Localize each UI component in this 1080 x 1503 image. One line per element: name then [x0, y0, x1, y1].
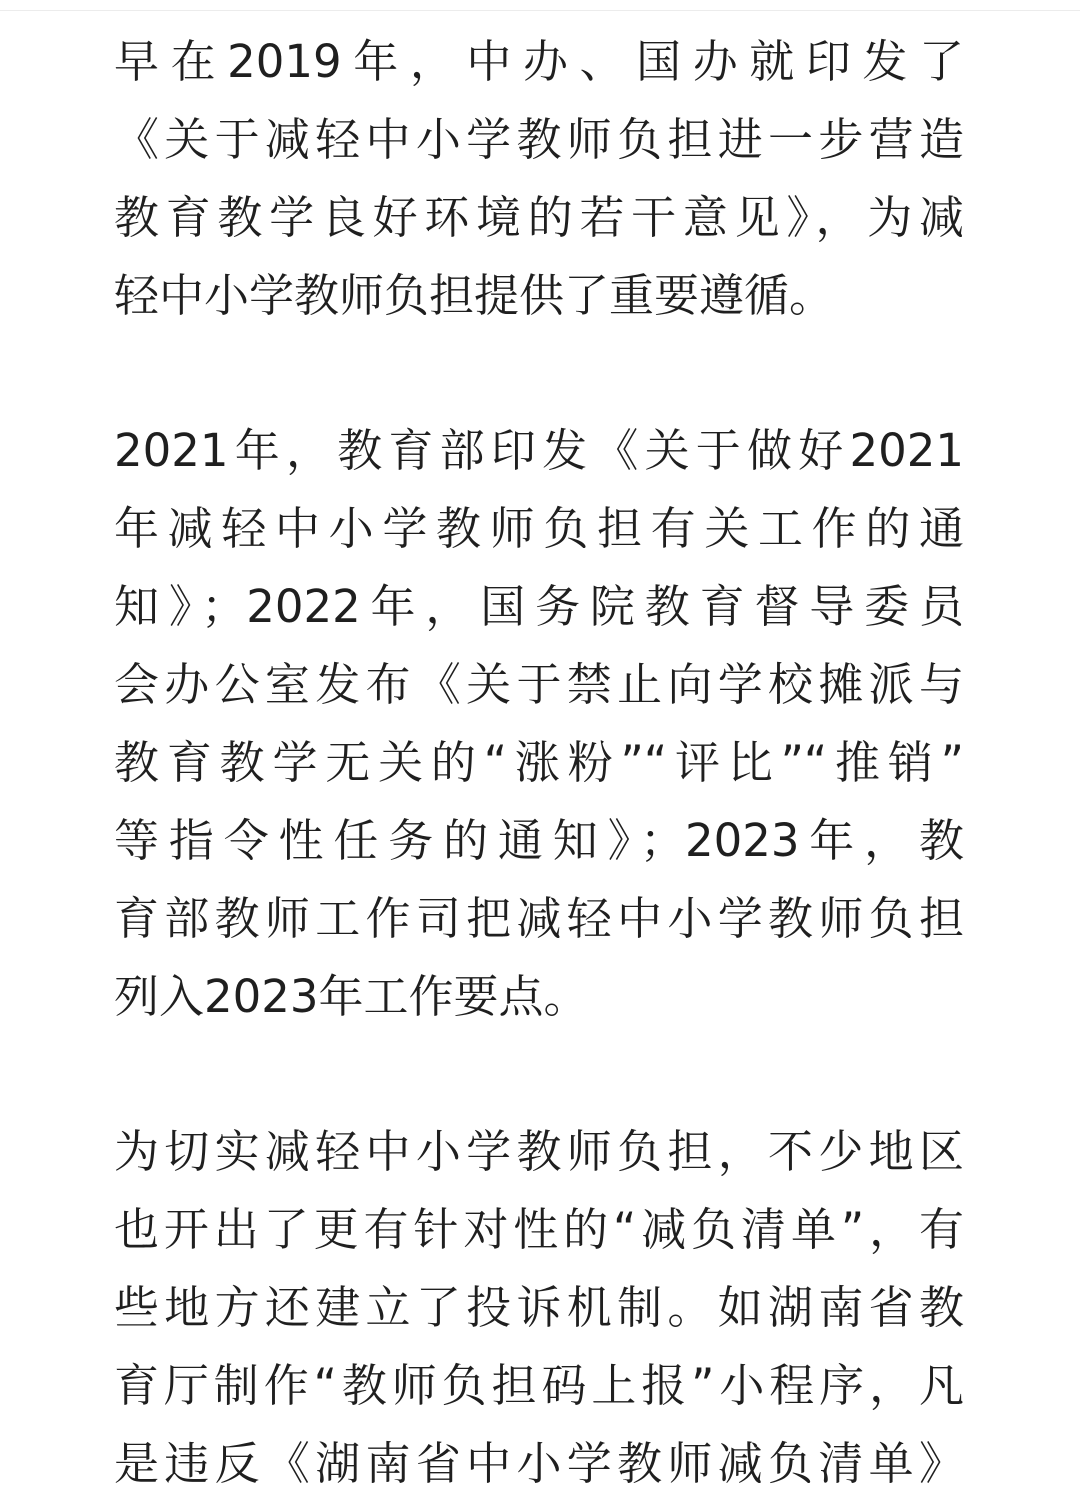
paragraph-2-line-3: 知》；2022年，国务院教育督导委员	[114, 580, 964, 633]
paragraph-2-line-5: 教育教学无关的“涨粉”“评比”“推销”	[114, 736, 964, 789]
paragraph-2-line-6: 等指令性任务的通知》；2023年，教	[114, 814, 964, 867]
top-divider	[0, 0, 1080, 11]
paragraph-3-line-4: 育厅制作“教师负担码上报”小程序，凡	[114, 1359, 964, 1412]
paragraph-1-line-1: 早在2019年，中办、国办就印发了	[114, 35, 964, 88]
paragraph-2-line-2: 年减轻中小学教师负担有关工作的通	[114, 502, 964, 555]
paragraph-3-line-1: 为切实减轻中小学教师负担，不少地区	[114, 1125, 964, 1178]
paragraph-3-line-5: 是违反《湖南省中小学教师减负清单》	[114, 1437, 964, 1490]
paragraph-1-line-3: 教育教学良好环境的若干意见》，为减	[114, 191, 964, 244]
paragraph-3-line-2: 也开出了更有针对性的“减负清单”，有	[114, 1203, 964, 1256]
paragraph-1-line-4: 轻中小学教师负担提供了重要遵循。	[114, 269, 835, 322]
paragraph-2-line-4: 会办公室发布《关于禁止向学校摊派与	[114, 658, 964, 711]
paragraph-3-line-3: 些地方还建立了投诉机制。如湖南省教	[114, 1281, 964, 1334]
paragraph-2-line-1: 2021年，教育部印发《关于做好2021	[114, 424, 964, 477]
paragraph-2-line-8: 列入2023年工作要点。	[114, 970, 589, 1023]
paragraph-2-line-7: 育部教师工作司把减轻中小学教师负担	[114, 892, 964, 945]
paragraph-1-line-2: 《关于减轻中小学教师负担进一步营造	[114, 113, 964, 166]
